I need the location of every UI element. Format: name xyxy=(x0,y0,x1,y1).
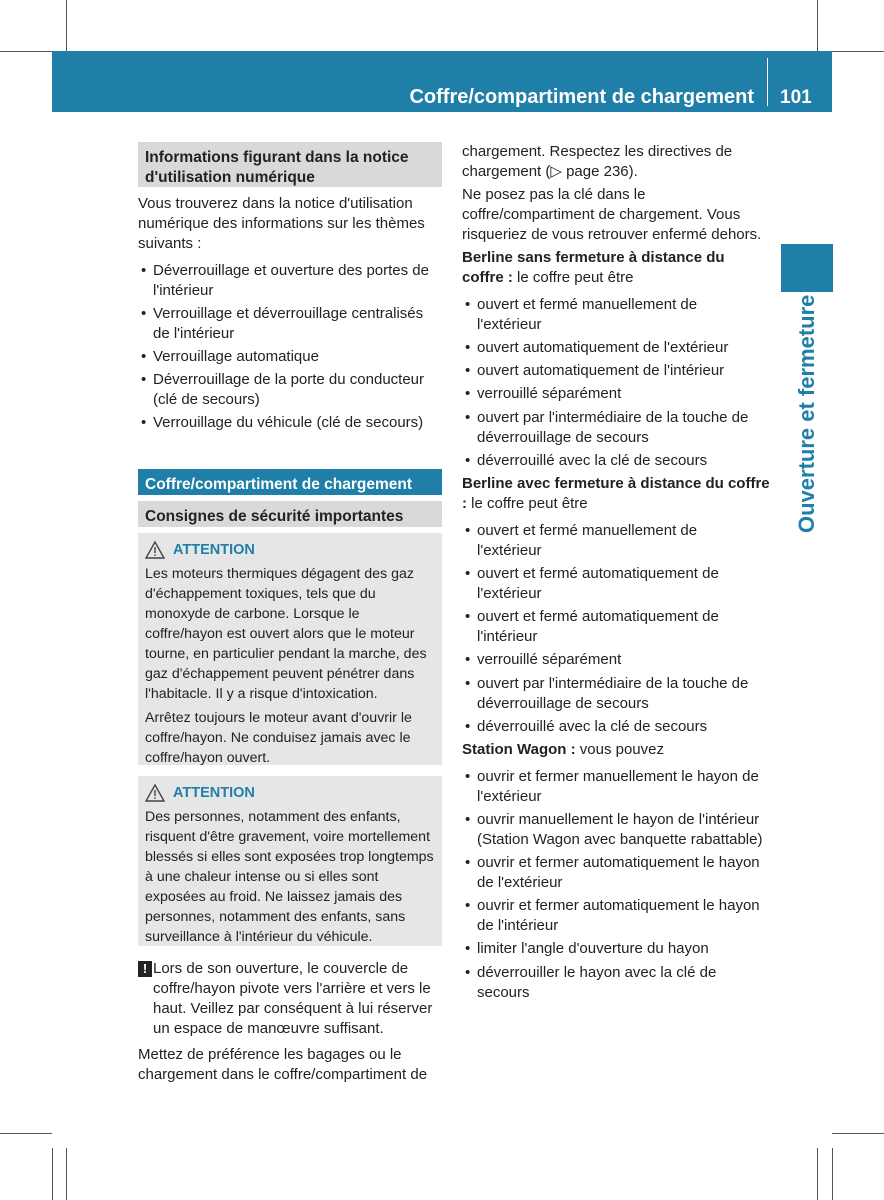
warning-label: ATTENTION xyxy=(173,785,255,801)
list-item: • Déverrouillage et ouverture des portes de l'intérieur xyxy=(138,261,442,301)
section-title: Coffre/compartiment de chargement xyxy=(138,469,442,495)
list-item: • ouvert automatiquement de l'intérieur xyxy=(462,361,770,381)
bottom-paragraph: Mettez de préférence les bagages ou le chargement dans le coffre/compartiment de xyxy=(138,1046,428,1083)
list-item: • déverrouillé avec la clé de secours xyxy=(462,451,770,471)
warning-label: ATTENTION xyxy=(173,542,255,558)
page-title: Coffre/compartiment de chargement xyxy=(409,86,754,108)
list-item: • ouvrir et fermer manuellement le hayon de l'extérieur xyxy=(462,767,770,807)
note-paragraph: Lors de son ouverture, le couvercle de coffre/hayon pivote vers l'arrière et vers le haut. Veillez par conséquent à lui réserver un espace de manœuvre suffisant. xyxy=(153,960,433,1037)
list-item: • ouvert et fermé automatiquement de l'extérieur xyxy=(462,564,747,604)
note-icon: ! xyxy=(138,961,152,977)
list-item: • ouvert par l'intermédiaire de la touche de déverrouillage de secours xyxy=(462,408,770,448)
list-item: • verrouillé séparément xyxy=(462,384,770,404)
list-item: • Verrouillage du véhicule (clé de secours) xyxy=(138,413,442,433)
crop-mark xyxy=(0,1133,52,1134)
crop-mark xyxy=(817,1148,818,1200)
subheading xyxy=(462,248,770,288)
subheading-rest: le coffre peut être xyxy=(512,269,634,286)
warning-text: Arrêtez toujours le moteur avant d'ouvrir le coffre/hayon. Ne conduisez jamais avec le coffre/hayon ouvert. xyxy=(145,710,412,766)
paragraph: Ne posez pas la clé dans le coffre/compartiment de chargement. Vous risqueriez de vous retrouver enfermé dehors. xyxy=(462,186,762,243)
list-item: • ouvert et fermé automatiquement de l'intérieur xyxy=(462,607,762,647)
crop-mark xyxy=(52,1148,53,1200)
subheading-rest: le coffre peut être xyxy=(467,495,588,512)
list-item: • verrouillé séparément xyxy=(462,650,770,670)
page-number: 101 xyxy=(780,87,812,108)
warning-header xyxy=(145,783,435,803)
subheading-bold: Station Wagon : xyxy=(462,741,576,758)
crop-mark xyxy=(66,1148,67,1200)
warning-header xyxy=(145,540,435,560)
warning-box xyxy=(138,533,442,765)
warning-box xyxy=(138,776,442,946)
side-tab-marker xyxy=(781,244,833,292)
list-item: • ouvrir et fermer automatiquement le hayon de l'extérieur xyxy=(462,853,770,893)
warning-text: Les moteurs thermiques dégagent des gaz d'échappement toxiques, tels que du monoxyde de carbone. Lorsque le coffre/hayon est ouvert alors que le moteur tourne, en particulier pendant la marche, des gaz d'échappement peuvent pénétrer dans l'habitacle. Il y a risque d'intoxication. xyxy=(145,566,427,702)
subsection-title: Consignes de sécurité importantes xyxy=(138,501,442,527)
warning-text: Des personnes, notamment des enfants, risquent d'être gravement, voire mortellement blessés si elles sont exposées trop longtemps à une chaleur intense ou si elles sont exposées au froid. Ne laissez jamais des personnes, notamment des enfants, sans surveillance à l'intérieur du véhicule. xyxy=(145,809,434,945)
header-divider xyxy=(767,58,768,106)
subheading-rest: vous pouvez xyxy=(575,741,664,758)
list-item: • Verrouillage et déverrouillage centralisés de l'intérieur xyxy=(138,304,442,344)
crop-mark xyxy=(832,51,884,52)
side-tab-label: Ouverture et fermeture xyxy=(794,294,819,533)
list-item: • ouvert automatiquement de l'extérieur xyxy=(462,338,770,358)
list-item: • ouvert et fermé manuellement de l'extérieur xyxy=(462,295,762,335)
section-heading-digital-manual: Informations figurant dans la notice d'utilisation numérique xyxy=(138,142,442,187)
list-item: • ouvert par l'intermédiaire de la touche de déverrouillage de secours xyxy=(462,674,770,714)
subheading xyxy=(462,474,770,514)
list-item: • déverrouillé avec la clé de secours xyxy=(462,717,770,737)
intro-paragraph: Vous trouverez dans la notice d'utilisation numérique des informations sur les thèmes suivants : xyxy=(138,195,425,252)
list-item: • déverrouiller le hayon avec la clé de secours xyxy=(462,963,742,1003)
subheading-bold: Berline sans fermeture à distance du coffre : xyxy=(462,249,725,286)
crop-mark xyxy=(832,1133,884,1134)
list-item: • ouvrir manuellement le hayon de l'intérieur (Station Wagon avec banquette rabattable) xyxy=(462,810,770,850)
list-item: • ouvert et fermé manuellement de l'extérieur xyxy=(462,521,762,561)
crop-mark xyxy=(817,0,818,51)
warning-triangle-icon xyxy=(145,784,165,802)
warning-triangle-icon xyxy=(145,541,165,559)
subheading xyxy=(462,740,770,760)
list-item: • Déverrouillage de la porte du conducteur (clé de secours) xyxy=(138,370,442,410)
crop-mark xyxy=(66,0,67,51)
list-item: • ouvrir et fermer automatiquement le hayon de l'intérieur xyxy=(462,896,770,936)
crop-mark xyxy=(832,1148,833,1200)
paragraph: chargement. Respectez les directives de chargement (▷ page 236). xyxy=(462,143,733,180)
subheading-bold: Berline avec fermeture à distance du coffre : xyxy=(462,475,770,512)
crop-mark xyxy=(0,51,52,52)
list-item: • Verrouillage automatique xyxy=(138,347,442,367)
list-item: • limiter l'angle d'ouverture du hayon xyxy=(462,939,770,959)
